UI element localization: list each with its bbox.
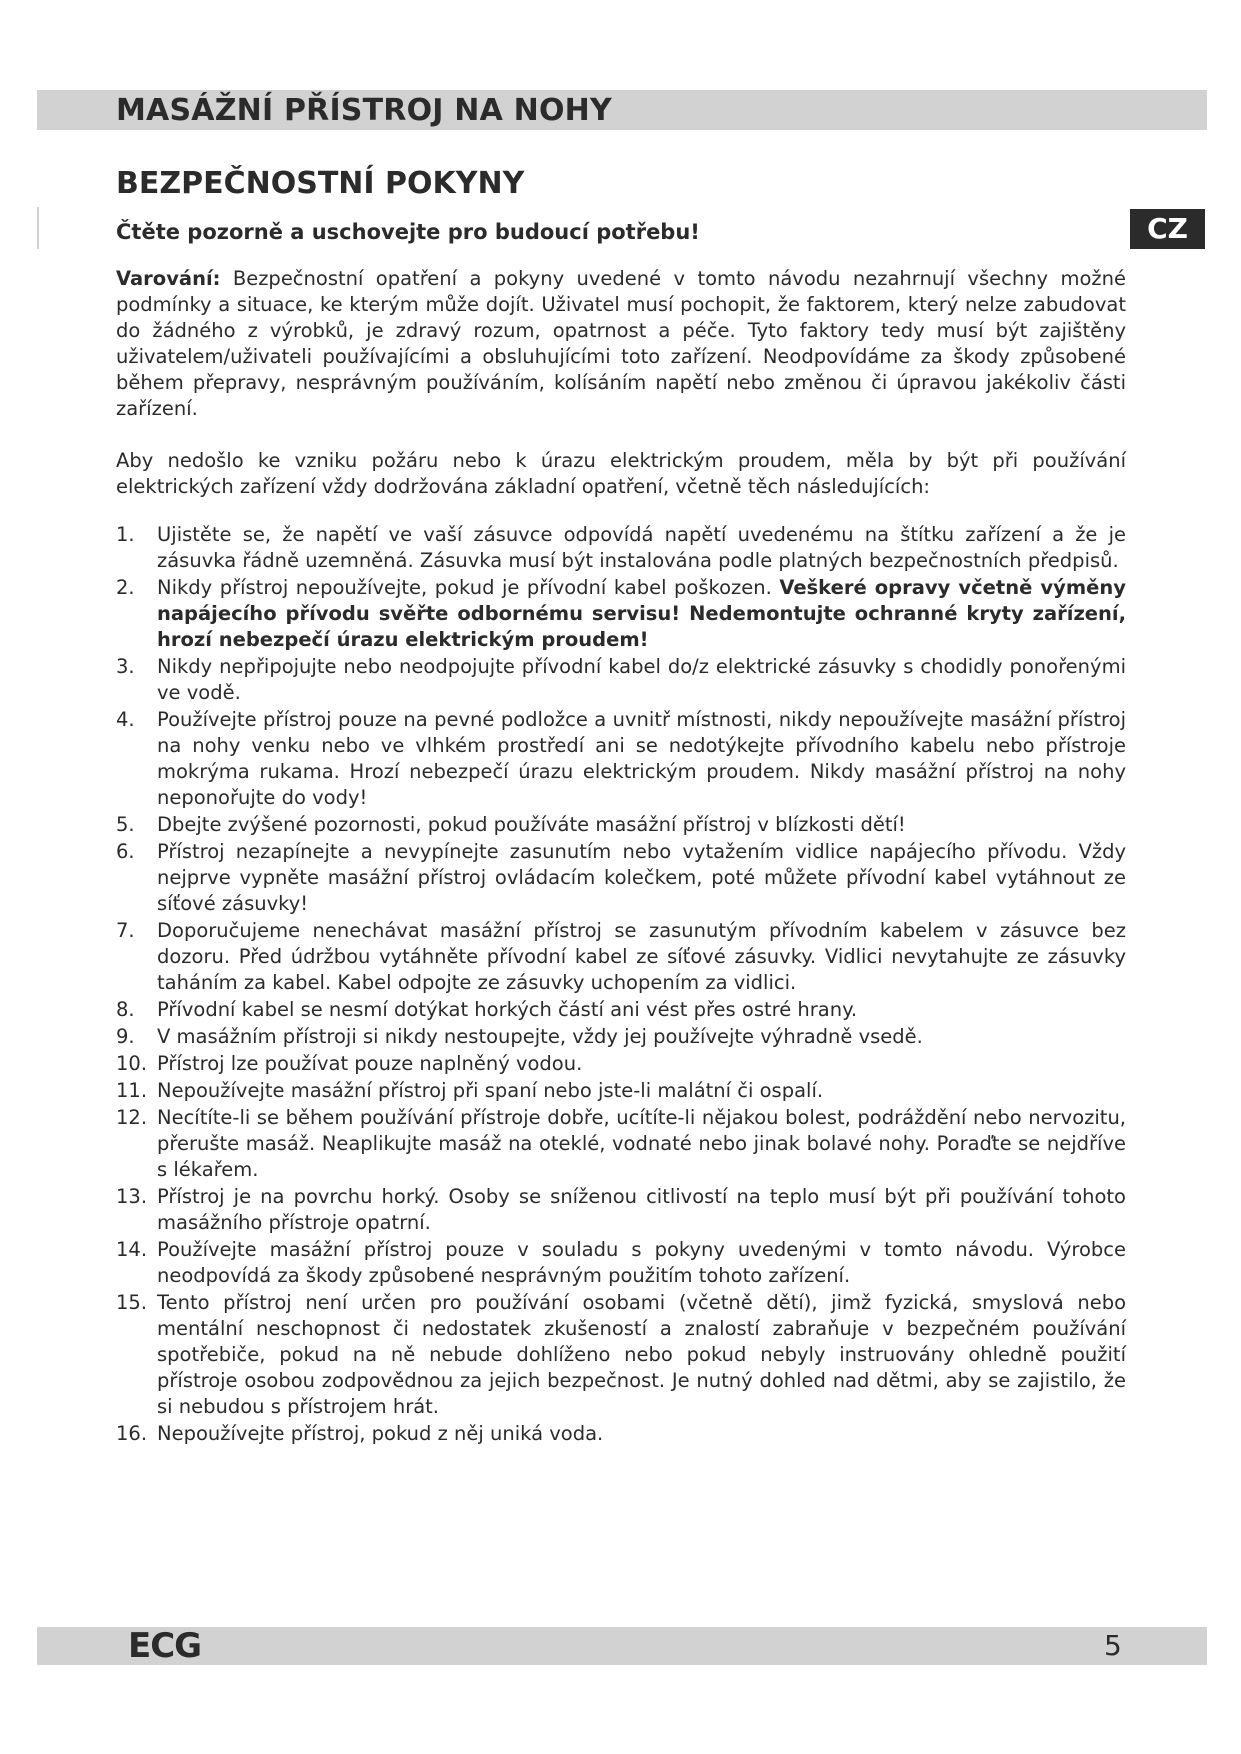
list-item-text: Necítíte-li se během používání přístroje dobře, ucítíte-li nějakou bolest, podráždění nebo nervozitu, přerušte masáž. Neaplikujte masáž na oteklé, vodnaté nebo jinak bolavé nohy. Poraďte se nejdříve s lékařem.	[157, 1106, 1126, 1181]
list-item	[116, 839, 1126, 917]
list-item	[116, 1290, 1126, 1420]
page-title: MASÁŽNÍ PŘÍSTROJ NA NOHY	[116, 93, 612, 128]
list-item	[116, 997, 1126, 1023]
intro-paragraph: Aby nedošlo ke vzniku požáru nebo k úrazu elektrickým proudem, měla by být při používání elektrických zařízení vždy dodržována základní opatření, včetně těch následujících:	[116, 449, 1126, 498]
list-item	[116, 575, 1126, 653]
list-item-text: Doporučujeme nenechávat masážní přístroj se zasunutým přívodním kabelem v zásuvce bez dozoru. Před údržbou vytáhněte přívodní kabel ze síťové zásuvky. Vidlici nevytahujte ze zásuvky taháním za kabel. Kabel odpojte ze zásuvky uchopením za vidlici.	[157, 919, 1126, 994]
list-item-number: 13.	[116, 1185, 148, 1208]
list-item-number: 3.	[116, 655, 135, 678]
list-item	[116, 1024, 1126, 1050]
list-item-text: Používejte přístroj pouze na pevné podložce a uvnitř místnosti, nikdy nepoužívejte masážní přístroj na nohy venku nebo ve vlhkém prostředí ani se nedotýkejte přívodního kabelu nebo přístroje mokrýma rukama. Hrozí nebezpečí úrazu elektrickým proudem. Nikdy masážní přístroj na nohy neponořujte do vody!	[157, 708, 1126, 809]
page-number: 5	[1104, 1629, 1122, 1662]
section-title: BEZPEČNOSTNÍ POKYNY	[116, 166, 525, 201]
margin-mark	[37, 207, 39, 249]
list-item-text: Přívodní kabel se nesmí dotýkat horkých částí ani vést přes ostré hrany.	[157, 998, 858, 1021]
list-item-number: 5.	[116, 813, 135, 836]
section-subtitle: Čtěte pozorně a uschovejte pro budoucí potřebu!	[116, 220, 700, 244]
safety-rules-list	[116, 522, 1126, 1447]
list-item-text: Tento přístroj není určen pro používání osobami (včetně dětí), jimž fyzická, smyslová nebo mentální neschopnost či nedostatek zkušeností a znalostí zabraňuje v bezpečném používání spotřebiče, pokud na ně nebude dohlíženo nebo pokud nebyly instruovány ohledně použití přístroje osobou zodpovědnou za jejich bezpečnost. Je nutný dohled nad dětmi, aby se zajistilo, že si nebudou s přístrojem hrát.	[157, 1291, 1126, 1418]
list-item-number: 1.	[116, 523, 135, 546]
list-item	[116, 812, 1126, 838]
list-item-text: Nikdy přístroj nepoužívejte, pokud je přívodní kabel poškozen.	[157, 576, 780, 599]
list-item-number: 2.	[116, 576, 135, 599]
list-item-number: 11.	[116, 1079, 148, 1102]
list-item-number: 16.	[116, 1422, 148, 1445]
list-item-text: Nepoužívejte masážní přístroj při spaní nebo jste-li malátní či ospalí.	[157, 1079, 824, 1102]
list-item	[116, 1105, 1126, 1183]
list-item-number: 10.	[116, 1052, 148, 1075]
brand-logo: ECG	[128, 1626, 202, 1666]
list-item-number: 14.	[116, 1238, 148, 1261]
list-item-text: Přístroj je na povrchu horký. Osoby se sníženou citlivostí na teplo musí být při používání tohoto masážního přístroje opatrní.	[157, 1185, 1126, 1234]
content-body	[116, 266, 1126, 1448]
list-item-text: Přístroj lze používat pouze naplněný vodou.	[157, 1052, 583, 1075]
list-item	[116, 1078, 1126, 1104]
list-item-number: 7.	[116, 919, 135, 942]
list-item-text: Nikdy nepřipojujte nebo neodpojujte přívodní kabel do/z elektrické zásuvky s chodidly ponořenými ve vodě.	[157, 655, 1126, 704]
list-item-text: Přístroj nezapínejte a nevypínejte zasunutím nebo vytažením vidlice napájecího přívodu. Vždy nejprve vypněte masážní přístroj ovládacím kolečkem, poté můžete přívodní kabel vytáhnout ze síťové zásuvky!	[157, 840, 1126, 915]
list-item-number: 8.	[116, 998, 135, 1021]
list-item-text: V masážním přístroji si nikdy nestoupejte, vždy jej používejte výhradně vsedě.	[157, 1025, 923, 1048]
list-item-number: 6.	[116, 840, 135, 863]
list-item-number: 15.	[116, 1291, 148, 1314]
list-item	[116, 918, 1126, 996]
warning-label: Varování:	[116, 267, 221, 290]
list-item	[116, 654, 1126, 706]
list-item-number: 4.	[116, 708, 135, 731]
language-badge: CZ	[1130, 209, 1205, 249]
list-item	[116, 1421, 1126, 1447]
list-item-text: Nepoužívejte přístroj, pokud z něj uniká voda.	[157, 1422, 604, 1445]
list-item	[116, 522, 1126, 574]
list-item-number: 9.	[116, 1025, 135, 1048]
list-item-text: Ujistěte se, že napětí ve vaší zásuvce odpovídá napětí uvedenému na štítku zařízení a že je zásuvka řádně uzemněná. Zásuvka musí být instalována podle platných bezpečnostních předpisů.	[157, 523, 1126, 572]
list-item	[116, 1237, 1126, 1289]
warning-text: Bezpečnostní opatření a pokyny uvedené v tomto návodu nezahrnují všechny možné podmínky a situace, ke kterým může dojít. Uživatel musí pochopit, že faktorem, který nelze zabudovat do žádného z výrobků, je zdravý rozum, opatrnost a péče. Tyto faktory tedy musí být zajištěny uživatelem/uživateli používajícími a obsluhujícími toto zařízení. Neodpovídáme za škody způsobené během přepravy, nesprávným používáním, kolísáním napětí nebo změnou či úpravou jakékoliv části zařízení.	[116, 267, 1126, 420]
list-item-text: Dbejte zvýšené pozornosti, pokud používáte masážní přístroj v blízkosti dětí!	[157, 813, 906, 836]
list-item-bold-text: Veškeré opravy včetně výměny napájecího přívodu svěřte odbornému servisu! Nedemontujte ochranné kryty zařízení, hrozí nebezpečí úrazu elektrickým proudem!	[157, 576, 1126, 651]
list-item	[116, 707, 1126, 811]
list-item-number: 12.	[116, 1106, 148, 1129]
footer-bar	[37, 1627, 1207, 1665]
warning-paragraph	[116, 266, 1126, 422]
list-item-text: Používejte masážní přístroj pouze v souladu s pokyny uvedenými v tomto návodu. Výrobce neodpovídá za škody způsobené nesprávným použitím tohoto zařízení.	[157, 1238, 1126, 1287]
list-item	[116, 1051, 1126, 1077]
list-item	[116, 1184, 1126, 1236]
